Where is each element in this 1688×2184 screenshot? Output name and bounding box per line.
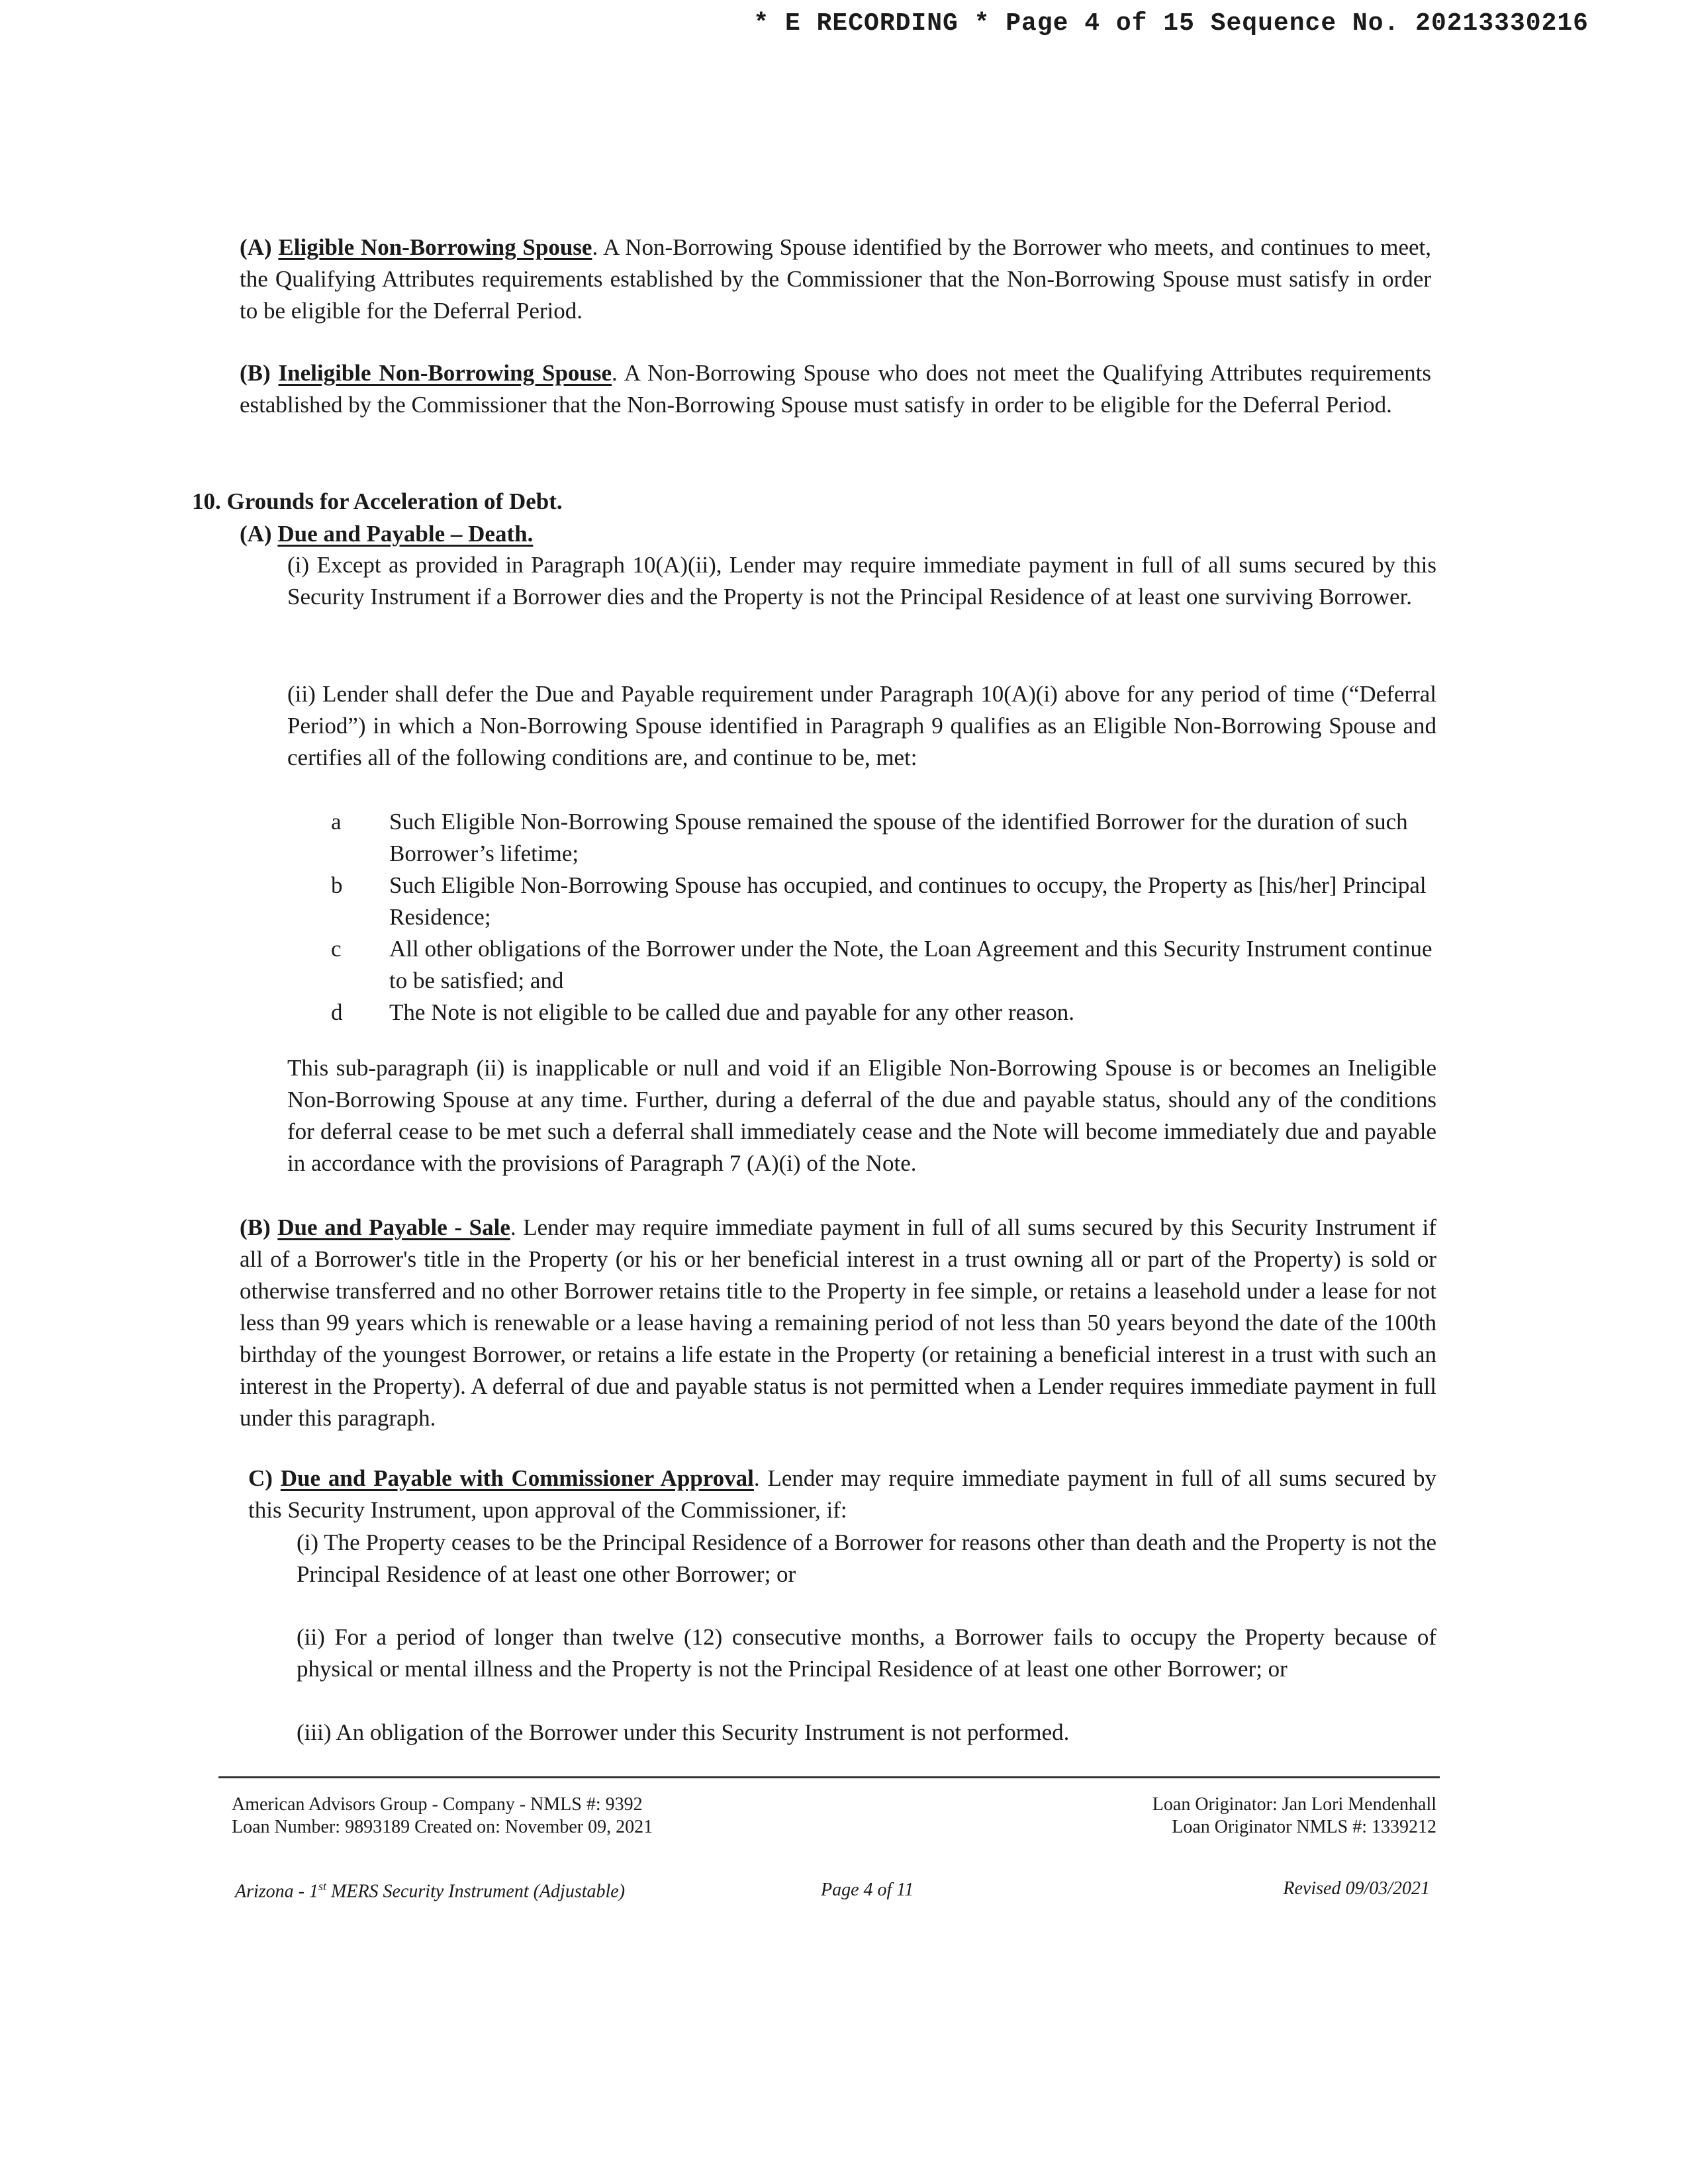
deferral-conditions-list	[331, 806, 1436, 1028]
section-10a-i	[287, 549, 1436, 613]
list-item	[331, 933, 1436, 997]
footer-form-name	[235, 1880, 625, 1902]
eligible-spouse-definition	[240, 232, 1431, 327]
section-text: . A Non-Borrowing Spouse identified by the Borrower who meets, and continues to meet, the Qualifying Attributes requirements established by the Commissioner that the Non-Borrowing Spouse must satisfy in order to be eligible for the Deferral Period.	[240, 234, 1432, 324]
section-10a-sub-paragraph	[287, 1052, 1436, 1179]
paragraph-text: This sub-paragraph (ii) is inapplicable or null and void if an Eligible Non-Borrowing Spouse is or becomes an Ineligible Non-Borrowing Spouse at any time. Further, during a deferral of the due and payable status, should any of the conditions for deferral cease to be met such a deferral shall immediately cease and the Note will become immediately due and payable in accordance with the provisions of Paragraph 7 (A)(i) of the Note.	[287, 1055, 1436, 1176]
section-label: C)	[248, 1465, 273, 1491]
footer-divider	[218, 1776, 1440, 1778]
paragraph-text: (ii) For a period of longer than twelve (12) consecutive months, a Borrower fails to occupy the Property because of physical or mental illness and the Property is not the Principal Residence of at least one other Borrower; or	[297, 1624, 1436, 1682]
section-title: Due and Payable – Death.	[277, 521, 534, 547]
section-10c	[248, 1463, 1436, 1526]
footer-originator-nmls: Loan Originator NMLS #: 1339212	[1172, 1817, 1436, 1837]
section-10c-ii	[297, 1621, 1436, 1685]
section-text: . Lender may require immediate payment in full of all sums secured by this Security Instrument, upon approval of the Commissioner, if:	[248, 1465, 1437, 1523]
form-suffix: MERS Security Instrument (Adjustable)	[326, 1881, 626, 1902]
section-text: . Lender may require immediate payment in full of all sums secured by this Security Instrument if all of a Borrower's title in the Property (or his or her beneficial interest in a trust owning all or part of the Property) is sold or otherwise transferred and no other Borrower retains title to the Property in fee simple, or retains a leasehold under a lease for not less than 99 years which is renewable or a lease having a remaining period of not less than 50 years beyond the date of the 100th birthday of the youngest Borrower, or retains a life estate in the Property (or retaining a beneficial interest in a trust with such an interest in the Property). A deferral of due and payable status is not permitted when a Lender requires immediate payment in full under this paragraph.	[240, 1214, 1437, 1431]
section-label: (B)	[240, 1214, 271, 1240]
footer-right	[1152, 1794, 1436, 1839]
list-item	[331, 806, 1436, 870]
section-title: Due and Payable with Commissioner Approval	[280, 1465, 754, 1491]
section-label: (A)	[240, 521, 272, 547]
section-text: . A Non-Borrowing Spouse who does not meet the Qualifying Attributes requirements established by the Commissioner that the Non-Borrowing Spouse must satisfy in order to be eligible for the Deferral Period.	[240, 360, 1432, 418]
form-prefix: Arizona - 1	[235, 1881, 318, 1902]
paragraph-text: (iii) An obligation of the Borrower under this Security Instrument is not performed.	[297, 1719, 1070, 1745]
footer-revised-date: Revised 09/03/2021	[1283, 1878, 1430, 1899]
list-letter: b	[331, 872, 343, 898]
paragraph-text: (i) The Property ceases to be the Principal Residence of a Borrower for reasons other than death and the Property is not the Principal Residence of at least one other Borrower; or	[297, 1529, 1436, 1587]
list-text: All other obligations of the Borrower under the Note, the Loan Agreement and this Security Instrument continue to be satisfied; and	[389, 936, 1432, 993]
footer-originator: Loan Originator: Jan Lori Mendenhall	[1152, 1794, 1436, 1815]
section-10c-iii	[297, 1717, 1436, 1749]
section-title: Ineligible Non-Borrowing Spouse	[278, 360, 612, 386]
footer-company: American Advisors Group - Company - NMLS #: 9392	[232, 1794, 643, 1815]
section-title: Eligible Non-Borrowing Spouse	[278, 234, 592, 260]
section-number: 10.	[192, 488, 221, 514]
form-superscript: st	[318, 1880, 327, 1893]
ineligible-spouse-definition	[240, 357, 1431, 421]
list-text: Such Eligible Non-Borrowing Spouse remained the spouse of the identified Borrower for the duration of such Borrower’s lifetime;	[389, 809, 1408, 866]
section-10-heading	[192, 486, 563, 518]
paragraph-text: (ii) Lender shall defer the Due and Payable requirement under Paragraph 10(A)(i) above for any period of time (“Deferral Period”) in which a Non-Borrowing Spouse identified in Paragraph 9 qualifies as an Eligible Non-Borrowing Spouse and certifies all of the following conditions are, and continue to be, met:	[287, 681, 1436, 770]
section-10b	[240, 1212, 1436, 1434]
list-text: The Note is not eligible to be called due and payable for any other reason.	[389, 999, 1075, 1025]
list-item	[331, 997, 1436, 1028]
recording-header: * E RECORDING * Page 4 of 15 Sequence No. 20213330216	[753, 9, 1589, 38]
list-letter: a	[331, 809, 342, 835]
section-10a-heading	[240, 518, 533, 550]
section-label: (B)	[240, 360, 271, 386]
list-letter: d	[331, 999, 343, 1025]
list-text: Such Eligible Non-Borrowing Spouse has occupied, and continues to occupy, the Property as [his/her] Principal Residence;	[389, 872, 1427, 930]
footer-loan-number: Loan Number: 9893189 Created on: November 09, 2021	[232, 1817, 653, 1837]
section-label: (A)	[240, 234, 272, 260]
list-item	[331, 870, 1436, 933]
footer-page-number: Page 4 of 11	[821, 1880, 914, 1900]
section-10a-ii	[287, 678, 1436, 774]
section-10c-i	[297, 1527, 1436, 1590]
list-letter: c	[331, 936, 342, 962]
section-title: Grounds for Acceleration of Debt.	[226, 488, 563, 514]
paragraph-text: (i) Except as provided in Paragraph 10(A)(ii), Lender may require immediate payment in full of all sums secured by this Security Instrument if a Borrower dies and the Property is not the Principal Residence of at least one surviving Borrower.	[287, 552, 1436, 610]
footer-left	[232, 1794, 653, 1839]
section-title: Due and Payable - Sale	[277, 1214, 510, 1240]
